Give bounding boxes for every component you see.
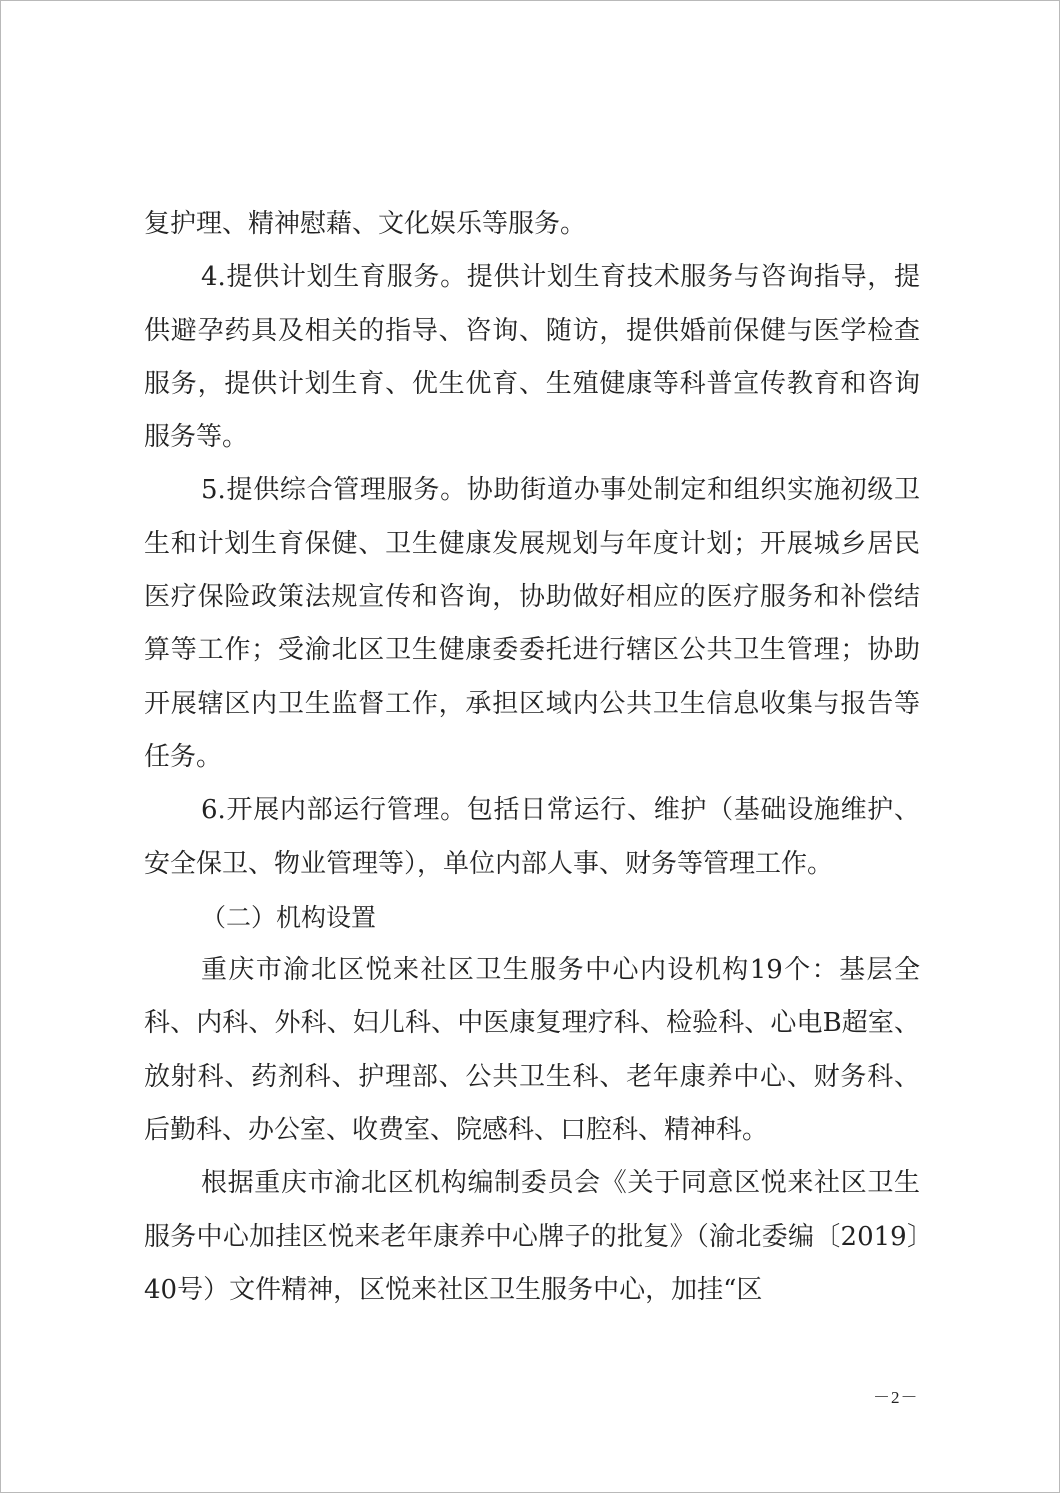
section-heading-organization: （二）机构设置 xyxy=(201,902,377,932)
paragraph-approval: 根据重庆市渝北区机构编制委员会《关于同意区悦来社区卫生服务中心加挂区悦来老年康养中心牌子的批复》（渝北委编〔2019〕40号）文件精神，区悦来社区卫生服务中心，加挂“区 xyxy=(144,1168,920,1305)
paragraph-family-planning-service: 4.提供计划生育服务。提供计划生育技术服务与咨询指导，提供避孕药具及相关的指导、咨询、随访，提供婚前保健与医学检查服务，提供计划生育、优生优育、生殖健康等科普宣传教育和咨询服务等。 xyxy=(144,262,920,453)
page-number: －2－ xyxy=(873,1388,919,1407)
paragraph-internal-operations: 6.开展内部运行管理。包括日常运行、维护（基础设施维护、安全保卫、物业管理等），单位内部人事、财务等管理工作。 xyxy=(144,795,920,879)
body-text xyxy=(144,198,920,1317)
paragraph-departments: 重庆市渝北区悦来社区卫生服务中心内设机构19个：基层全科、内科、外科、妇儿科、中医康复理疗科、检验科、心电B超室、放射科、药剂科、护理部、公共卫生科、老年康养中心、财务科、后勤科、办公室、收费室、院感科、口腔科、精神科。 xyxy=(144,955,920,1146)
paragraph-management-service: 5.提供综合管理服务。协助街道办事处制定和组织实施初级卫生和计划生育保健、卫生健康发展规划与年度计划；开展城乡居民医疗保险政策法规宣传和咨询，协助做好相应的医疗服务和补偿结算等工作；受渝北区卫生健康委委托进行辖区公共卫生管理；协助开展辖区内卫生监督工作，承担区域内公共卫生信息收集与报告等任务。 xyxy=(144,475,920,772)
paragraph-continuation: 复护理、精神慰藉、文化娱乐等服务。 xyxy=(144,209,587,239)
